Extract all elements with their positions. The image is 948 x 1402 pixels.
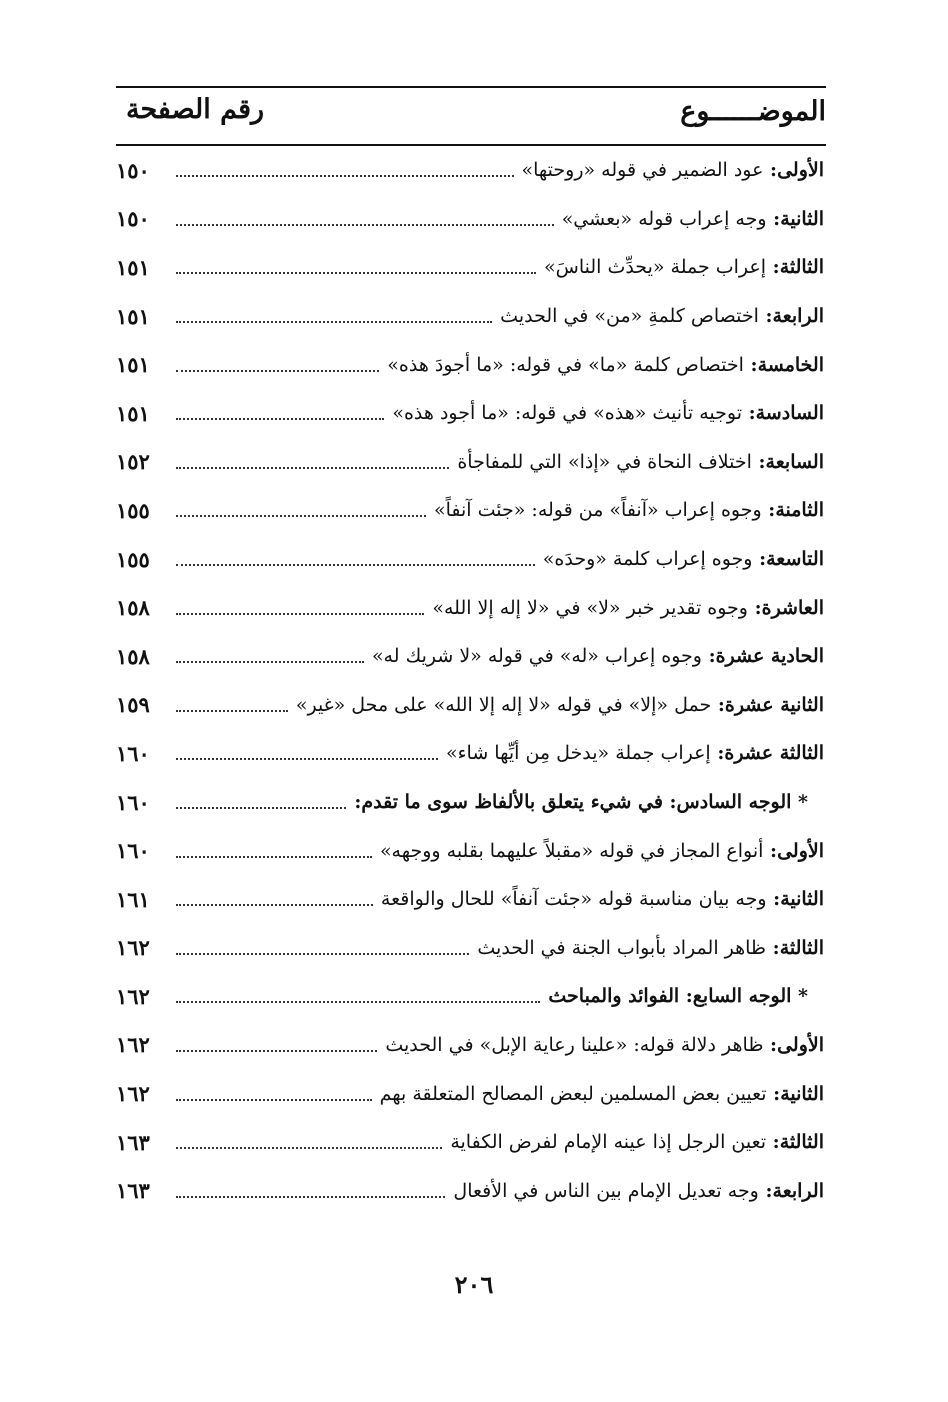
entry-label: الثالثة bbox=[779, 1131, 824, 1154]
entry-text: وجه إعراب قوله «بعشي» bbox=[561, 207, 767, 230]
entry-page-number: ١٦٢ bbox=[116, 935, 150, 961]
entry-page-number: ١٦٠ bbox=[116, 838, 150, 864]
entry-title bbox=[453, 1180, 824, 1202]
entry-page-number: ١٦٠ bbox=[116, 740, 150, 766]
entry-label: الرابعة bbox=[772, 305, 824, 328]
entry-separator: : bbox=[766, 888, 781, 911]
entry-text: وجوه إعراب «له» في قوله «لا شريك له» bbox=[371, 645, 702, 668]
toc-entry bbox=[116, 438, 824, 487]
dot-leader bbox=[176, 467, 449, 469]
entry-text: وجوه إعراب كلمة «وحدَه» bbox=[542, 548, 753, 571]
entry-text: أنواع المجاز في قوله «مقبلاً عليهما بقلبه ووجهه» bbox=[379, 839, 764, 862]
entry-page-number: ١٥١ bbox=[116, 400, 150, 426]
toc-entry bbox=[116, 826, 824, 875]
entry-label: الأولى bbox=[777, 159, 824, 182]
entry-separator: : bbox=[766, 256, 780, 279]
entry-page-number: ١٥٢ bbox=[116, 449, 150, 475]
toc-entry bbox=[116, 486, 824, 535]
entry-label: الرابعة bbox=[772, 1179, 824, 1202]
entry-separator: : bbox=[711, 693, 725, 716]
entry-page-number: ١٥٩ bbox=[116, 692, 150, 718]
entry-separator: : bbox=[758, 305, 773, 328]
entry-separator: : bbox=[761, 499, 776, 522]
entry-title bbox=[544, 256, 824, 278]
entry-separator: : bbox=[758, 1179, 773, 1202]
toc-entry bbox=[116, 243, 824, 292]
entry-separator: : bbox=[766, 1131, 780, 1154]
entry-page-number: ١٥٨ bbox=[116, 643, 150, 669]
entry-label: التاسعة bbox=[766, 548, 824, 571]
dot-leader bbox=[176, 175, 514, 177]
entry-page-number: ١٦٢ bbox=[116, 1032, 150, 1058]
toc-entry bbox=[116, 146, 824, 195]
dot-leader bbox=[176, 904, 373, 906]
toc-entry bbox=[116, 292, 824, 341]
entry-text: وجه بيان مناسبة قوله «جئت آنفاً» للحال والواقعة bbox=[380, 888, 767, 911]
dot-leader bbox=[176, 661, 364, 663]
entry-title bbox=[372, 645, 824, 667]
entry-separator: : bbox=[751, 450, 766, 473]
entry-label: الأولى bbox=[777, 1033, 824, 1056]
entry-title bbox=[500, 305, 824, 327]
entry-title bbox=[522, 159, 825, 181]
entry-title bbox=[432, 597, 824, 619]
entry-text: اختصاص كلمة «ما» في قوله: «ما أجودَ هذه» bbox=[387, 353, 744, 376]
entry-label: الثالثة bbox=[779, 936, 824, 959]
dot-leader bbox=[176, 370, 379, 372]
entry-text: حمل «إلا» في قوله «لا إله إلا الله» على محل «غير» bbox=[295, 693, 712, 716]
entry-label: الثانية bbox=[780, 207, 824, 230]
toc-entry bbox=[116, 1166, 824, 1215]
entry-page-number: ١٦٣ bbox=[116, 1129, 150, 1155]
entry-label: العاشرة bbox=[761, 596, 824, 619]
toc-entry bbox=[116, 729, 824, 778]
entry-label: الخامسة bbox=[757, 353, 824, 376]
entry-page-number: ١٥٥ bbox=[116, 497, 150, 523]
entry-text: وجوه تقدير خبر «لا» في «لا إله إلا الله» bbox=[432, 596, 748, 619]
entry-title bbox=[296, 694, 824, 716]
entry-title bbox=[392, 402, 824, 424]
entry-page-number: ١٦٢ bbox=[116, 1081, 150, 1107]
entry-text: إعراب جملة «يحدِّث الناسَ» bbox=[544, 256, 767, 279]
entry-label: الثانية عشرة bbox=[724, 693, 824, 716]
dot-leader bbox=[176, 564, 535, 566]
entry-page-number: ١٥٠ bbox=[116, 157, 150, 183]
entry-text: عود الضمير في قوله «روحتها» bbox=[521, 159, 764, 182]
entry-title bbox=[446, 742, 824, 764]
entry-text: توجيه تأنيث «هذه» في قوله: «ما أجود هذه» bbox=[392, 402, 742, 425]
table-header bbox=[116, 92, 826, 142]
page-number: ٢٠٦ bbox=[454, 1270, 494, 1299]
entry-page-number: ١٥١ bbox=[116, 303, 150, 329]
dot-leader bbox=[176, 1001, 540, 1003]
toc-entry bbox=[116, 583, 824, 632]
dot-leader bbox=[176, 953, 469, 955]
entry-page-number: ١٦٠ bbox=[116, 789, 150, 815]
entry-title bbox=[457, 451, 824, 473]
toc-entry bbox=[116, 681, 824, 730]
dot-leader bbox=[176, 613, 424, 615]
dot-leader bbox=[176, 1050, 377, 1052]
entry-text: اختصاص كلمةِ «من» في الحديث bbox=[500, 305, 759, 328]
entry-separator: : bbox=[743, 353, 758, 376]
entry-page-number: ١٥٨ bbox=[116, 595, 150, 621]
entry-label: الحادية عشرة bbox=[715, 645, 824, 668]
entry-title bbox=[450, 1131, 824, 1153]
entry-page-number: ١٦٢ bbox=[116, 983, 150, 1009]
entry-page-number: ١٥١ bbox=[116, 254, 150, 280]
toc-entry bbox=[116, 389, 824, 438]
dot-leader bbox=[176, 1099, 372, 1101]
entry-text: ظاهر دلالة قوله: «علينا رعاية الإبل» في الحديث bbox=[385, 1033, 764, 1056]
entry-page-number: ١٥٠ bbox=[116, 206, 150, 232]
entry-title bbox=[385, 1034, 824, 1056]
entry-page-number: ١٦١ bbox=[116, 886, 150, 912]
section-heading: * الوجه السابع: الفوائد والمباحث bbox=[548, 985, 808, 1008]
dot-leader bbox=[176, 272, 536, 274]
dot-leader bbox=[176, 224, 554, 226]
entry-separator: : bbox=[701, 645, 716, 668]
dot-leader bbox=[176, 418, 384, 420]
toc-entry bbox=[116, 924, 824, 973]
entry-label: الثالثة bbox=[779, 256, 824, 279]
entry-page-number: ١٥٥ bbox=[116, 546, 150, 572]
dot-leader bbox=[176, 1147, 442, 1149]
entry-separator: : bbox=[766, 936, 780, 959]
entry-text: تعيين بعض المسلمين لبعض المصالح المتعلقة بهم bbox=[379, 1082, 767, 1105]
entry-separator: : bbox=[766, 207, 781, 230]
dot-leader bbox=[176, 856, 372, 858]
toc-entry bbox=[116, 778, 824, 827]
toc-entry bbox=[116, 632, 824, 681]
entry-label: الثانية bbox=[780, 888, 824, 911]
dot-leader bbox=[176, 710, 288, 712]
entry-title bbox=[380, 840, 824, 862]
entry-separator: : bbox=[763, 839, 778, 862]
entry-title bbox=[387, 354, 824, 376]
entry-page-number: ١٥١ bbox=[116, 352, 150, 378]
section-heading: * الوجه السادس: في شيء يتعلق بالألفاظ سوى ما تقدم: bbox=[354, 791, 808, 814]
entry-text: وجوه إعراب «آنفاً» من قوله: «جئت آنفاً» bbox=[433, 499, 762, 522]
entry-title bbox=[380, 1083, 824, 1105]
entry-label: الثانية bbox=[780, 1082, 824, 1105]
entry-text: تعين الرجل إذا عينه الإمام لفرض الكفاية bbox=[450, 1131, 767, 1154]
topic-column-heading: الموضــــــوع bbox=[680, 96, 826, 127]
entry-label: الأولى bbox=[777, 839, 824, 862]
entry-text: وجه تعديل الإمام بين الناس في الأفعال bbox=[453, 1179, 759, 1202]
entry-separator: : bbox=[710, 742, 725, 765]
entry-label: الثالثة عشرة bbox=[724, 742, 824, 765]
entry-text: إعراب جملة «يدخل مِن أيِّها شاء» bbox=[446, 742, 711, 765]
dot-leader bbox=[176, 321, 492, 323]
entry-label: السابعة bbox=[765, 450, 824, 473]
entry-separator: : bbox=[747, 596, 762, 619]
entry-separator: : bbox=[752, 548, 767, 571]
page-column-heading: رقم الصفحة bbox=[126, 94, 265, 125]
toc-entry bbox=[116, 340, 824, 389]
entry-separator: : bbox=[763, 1033, 778, 1056]
entry-title bbox=[477, 937, 824, 959]
entry-separator: : bbox=[741, 402, 756, 425]
toc-entry bbox=[116, 1069, 824, 1118]
toc-entry bbox=[116, 1021, 824, 1070]
entry-label: السادسة bbox=[755, 402, 824, 425]
entry-separator: : bbox=[766, 1082, 781, 1105]
entry-title bbox=[543, 548, 824, 570]
entry-separator: : bbox=[763, 159, 778, 182]
entry-title bbox=[434, 499, 824, 521]
toc-entry bbox=[116, 535, 824, 584]
toc-entry bbox=[116, 972, 824, 1021]
top-rule bbox=[116, 86, 826, 88]
entry-page-number: ١٦٣ bbox=[116, 1178, 150, 1204]
entry-label: الثامنة bbox=[775, 499, 824, 522]
entry-text: اختلاف النحاة في «إذا» التي للمفاجأة bbox=[457, 450, 752, 473]
toc-entry bbox=[116, 875, 824, 924]
table-of-contents bbox=[116, 146, 824, 1215]
entry-title bbox=[381, 888, 824, 910]
dot-leader bbox=[176, 1196, 445, 1198]
entry-text: ظاهر المراد بأبواب الجنة في الحديث bbox=[477, 936, 767, 959]
toc-entry bbox=[116, 195, 824, 244]
entry-title bbox=[562, 208, 824, 230]
dot-leader bbox=[176, 807, 346, 809]
dot-leader bbox=[176, 515, 426, 517]
toc-entry bbox=[116, 1118, 824, 1167]
dot-leader bbox=[176, 758, 438, 760]
